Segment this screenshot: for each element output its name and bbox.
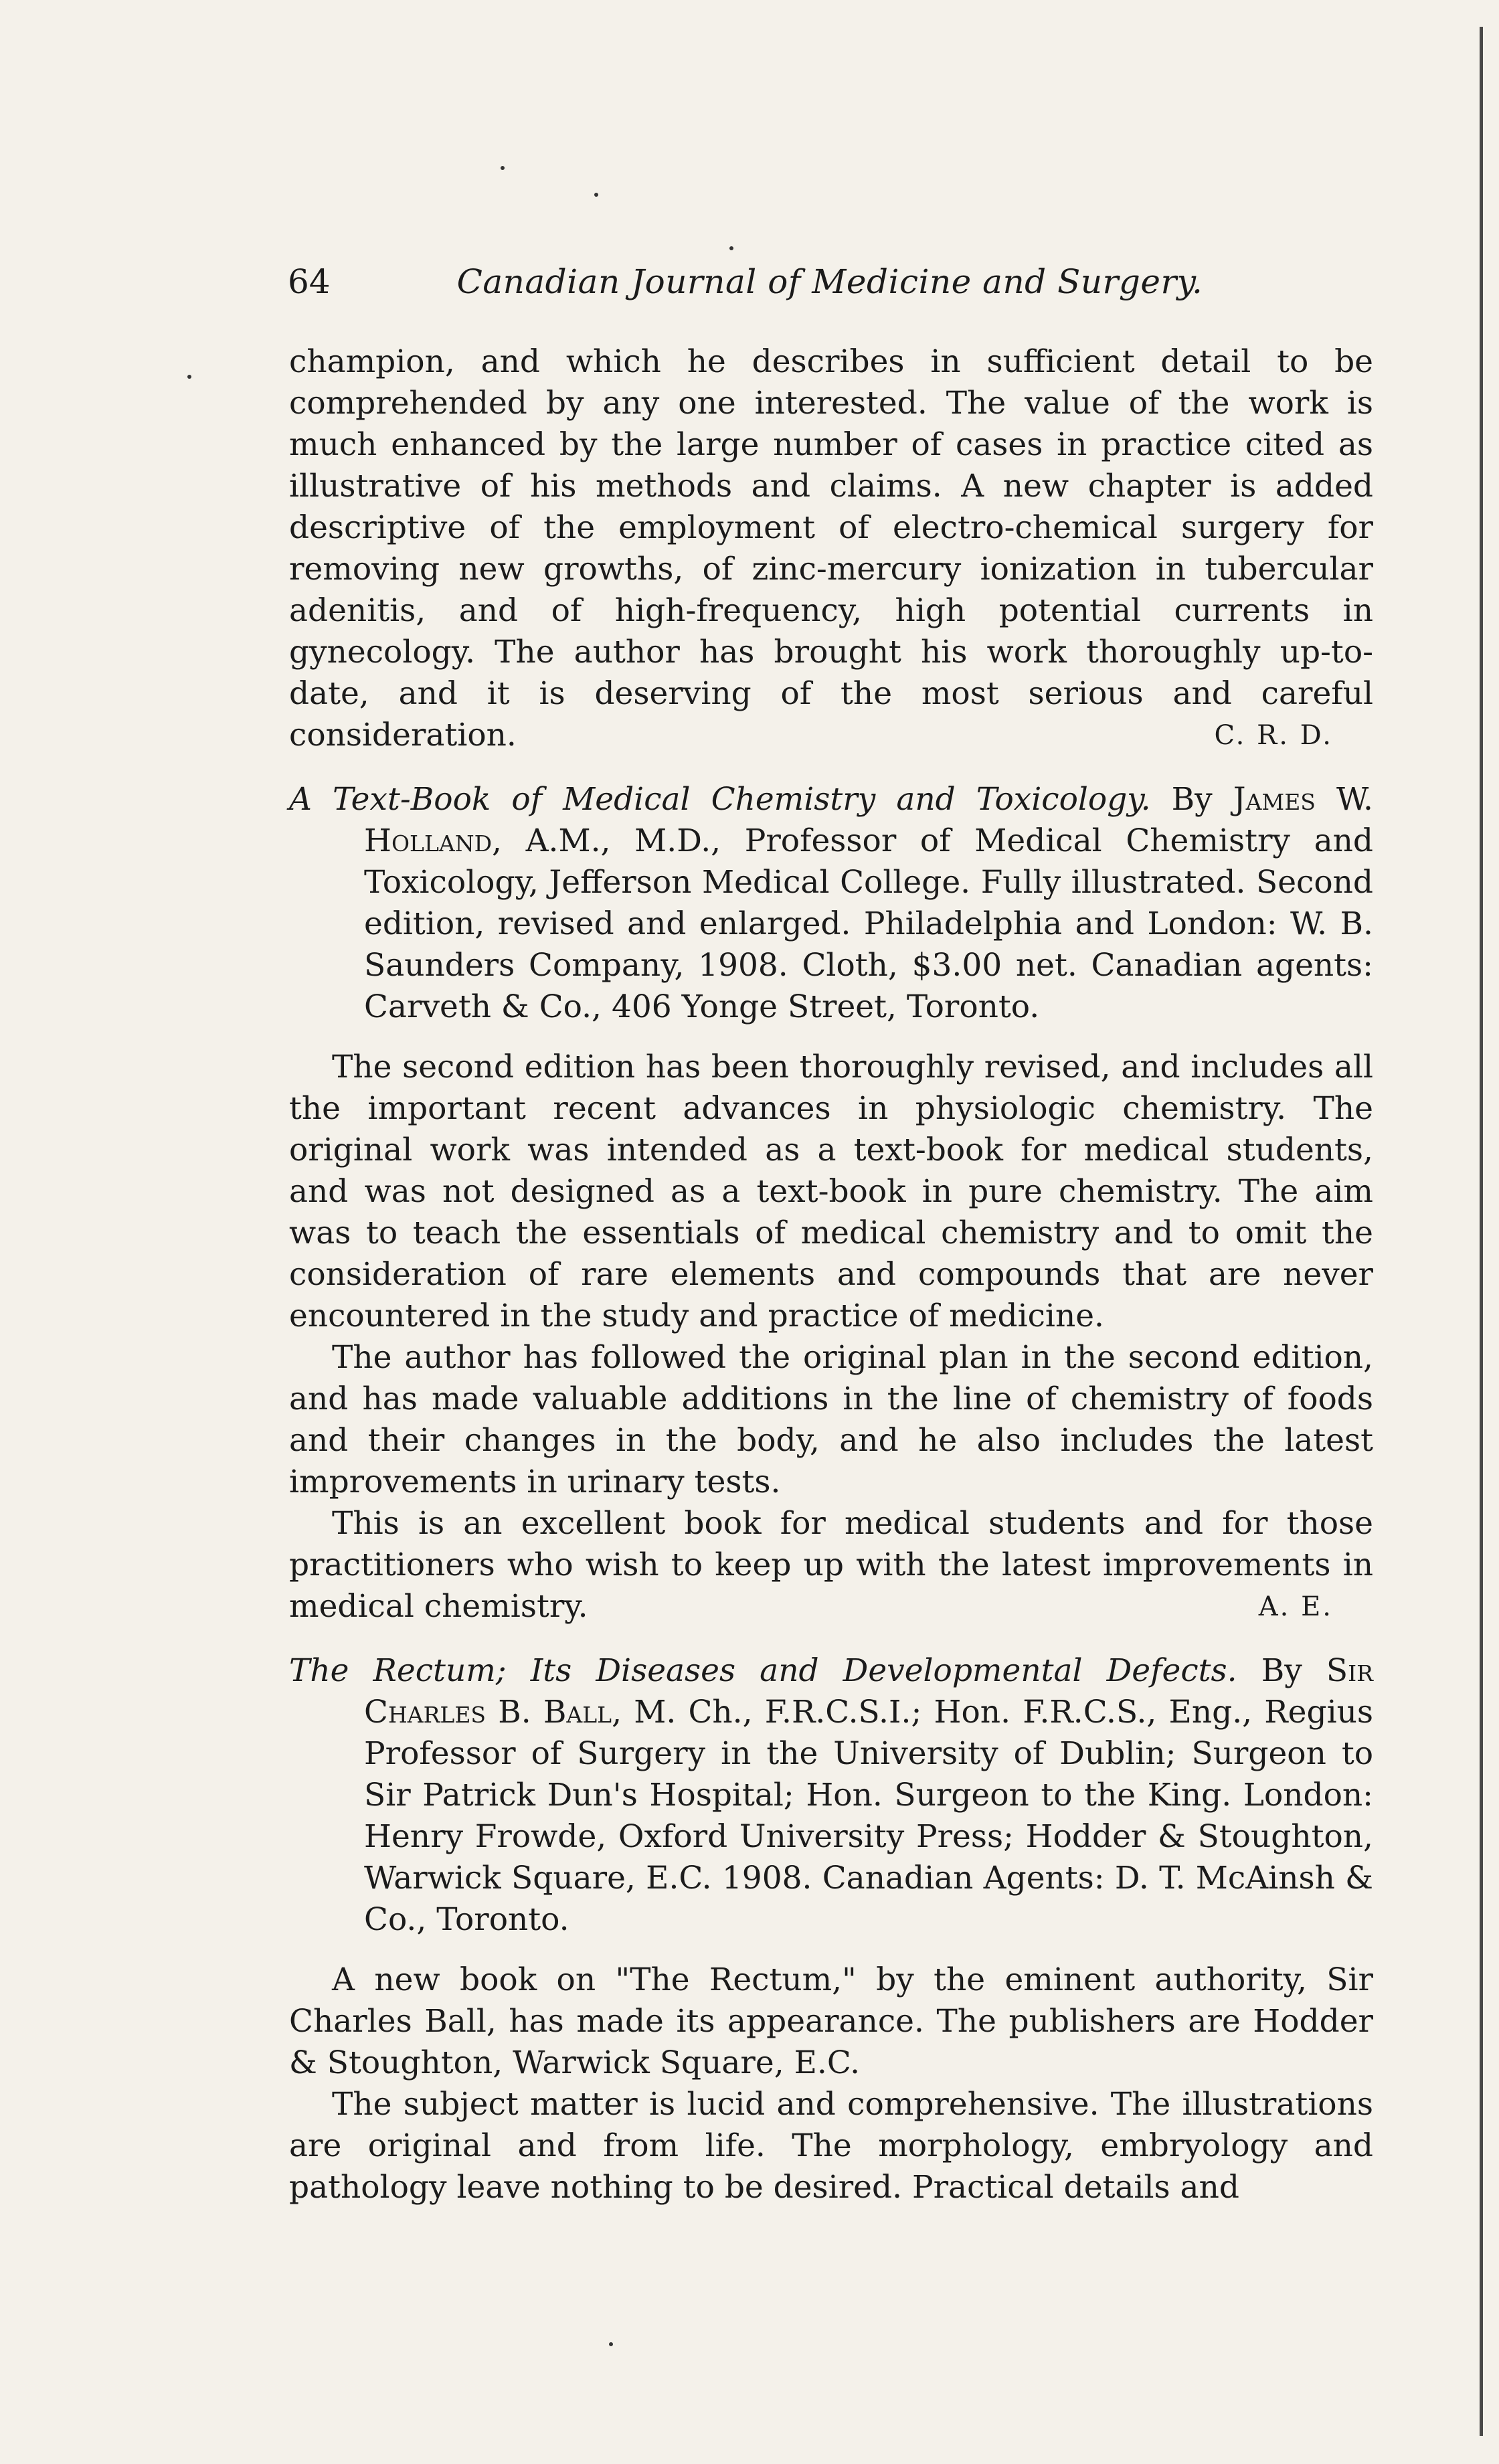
review-paragraph: The second edition has been thoroughly revised, and includes all the important recent advances in physiologic chemistry. The original work was intended as a text-book for medical students, and was not designed as a text-book in pure chemistry. The aim was to teach the essentials of medical chemistry and to omit the consideration of rare elements and compounds that are never encountered in the study and practice of medicine.	[289, 1049, 1373, 1334]
by-word: By	[1171, 781, 1213, 818]
article-text	[289, 341, 1373, 2208]
binding-edge-line	[1480, 27, 1483, 2436]
review-1	[289, 341, 1373, 756]
reviewer-initials: A. E.	[1258, 1591, 1333, 1622]
book-author: Sir Charles B. Ball	[364, 1652, 1373, 1731]
review-2	[289, 779, 1373, 1627]
review-body: champion, and which he describes in sufficient detail to be comprehended by any one interested. The value of the work is much enhanced by the large number of cases in practice cited as illustrative of his methods and claims. A new chapter is added descriptive of the employment of electro-chemical surgery for removing new growths, of zinc-mercury ionization in tubercular adenitis, and of high-frequency, high potential currents in gynecology. The author has brought his work thoroughly up-to-date, and it is deserving of the most serious and careful consideration.	[289, 343, 1373, 754]
page-header	[288, 262, 1372, 309]
review-3	[289, 1650, 1373, 2208]
book-title: The Rectum; Its Diseases and Developmental Defects.	[289, 1652, 1237, 1689]
page-number: 64	[288, 262, 331, 301]
scan-speck	[501, 166, 505, 170]
scan-speck	[187, 375, 191, 379]
review-paragraph: The author has followed the original plan in the second edition, and has made valuable additions in the line of chemistry of foods and their changes in the body, and he also includes the latest improvements in urinary tests.	[289, 1339, 1373, 1500]
book-citation	[289, 1650, 1373, 1941]
running-title: Canadian Journal of Medicine and Surgery.	[456, 262, 1203, 301]
review-paragraph: This is an excellent book for medical students and for those practitioners who wish to keep up with the latest improvements in medical chemistry.	[289, 1505, 1373, 1625]
reviewer-initials: C. R. D.	[1214, 720, 1333, 751]
scan-speck	[729, 246, 733, 250]
book-details: , M. Ch., F.R.C.S.I.; Hon. F.R.C.S., Eng., Regius Professor of Surgery in the University of Dublin; Surgeon to Sir Patrick Dun's Hospital; Hon. Surgeon to the King. London: Henry Frowde, Oxford University Press; Hodder & Stoughton, Warwick Square, E.C. 1908. Canadian Agents: D. T. McAinsh & Co., Toronto.	[364, 1694, 1373, 1938]
book-author: James W. Holland	[364, 781, 1373, 859]
book-citation	[289, 779, 1373, 1028]
book-details: , A.M., M.D., Professor of Medical Chemistry and Toxicology, Jefferson Medical College. Fully illustrated. Second edition, revised and enlarged. Philadelphia and London: W. B. Saunders Company, 1908. Cloth, $3.00 net. Canadian agents: Carveth & Co., 406 Yonge Street, Toronto.	[364, 822, 1373, 1025]
scan-speck	[609, 2342, 613, 2346]
by-word: By	[1261, 1652, 1302, 1689]
book-title: A Text-Book of Medical Chemistry and Toxicology.	[289, 781, 1151, 818]
review-paragraph: A new book on "The Rectum," by the eminent authority, Sir Charles Ball, has made its appearance. The publishers are Hodder & Stoughton, Warwick Square, E.C.	[289, 1961, 1373, 2081]
scan-speck	[594, 193, 598, 197]
review-paragraph: The subject matter is lucid and comprehensive. The illustrations are original and from life. The morphology, embryology and pathology leave nothing to be desired. Practical details and	[289, 2086, 1373, 2206]
